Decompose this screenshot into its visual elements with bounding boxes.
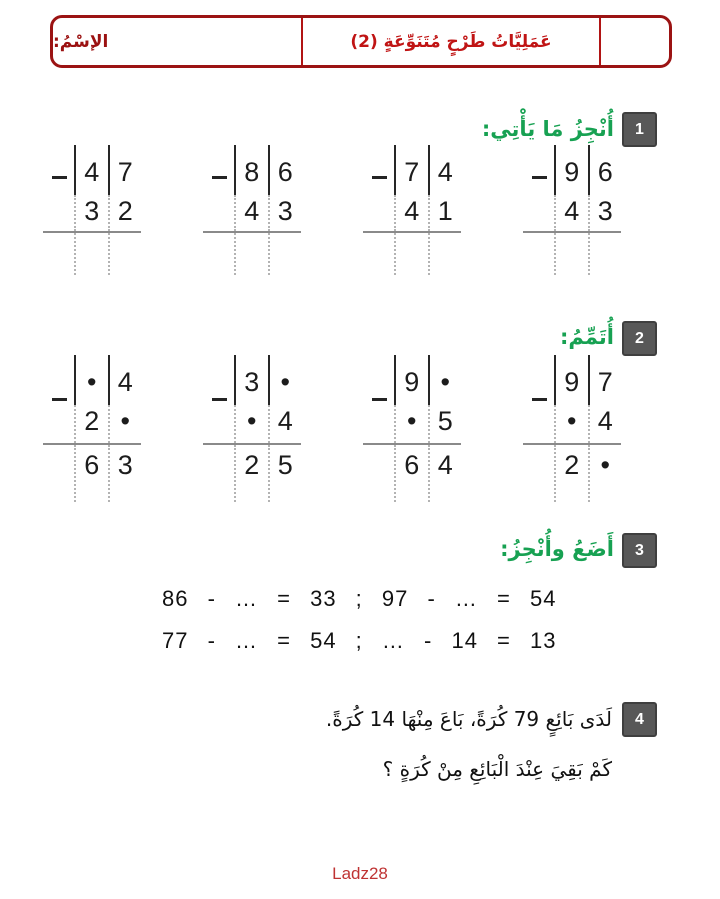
digit-cell: 7	[394, 145, 428, 195]
answer-cell: 3	[108, 445, 142, 502]
answer-cell	[234, 233, 268, 275]
digit-cell: 2	[74, 405, 108, 443]
word-problem-line: كَمْ بَقِيَ عِنْدَ الْبَائِعِ مِنْ كُرَةٍ ؟	[382, 757, 612, 781]
equation-line: 77 - … = 54 ; … - 14 = 13	[162, 628, 557, 653]
minus-sign	[52, 398, 67, 401]
section-2-number: 2	[635, 329, 644, 347]
digit-cell: 9	[554, 145, 588, 195]
subtraction-problem	[523, 145, 621, 275]
header-box	[50, 15, 672, 68]
answer-cell	[394, 233, 428, 275]
digit-cell: 4	[234, 195, 268, 231]
digit-cell: 4	[588, 405, 622, 443]
digit-cell: •	[554, 405, 588, 443]
word-problem-line: لَدَى بَائِعٍ 79 كُرَةً، بَاعَ مِنْهَا 14 كُرَةً.	[325, 707, 612, 731]
minus-sign	[212, 176, 227, 179]
section-3-badge	[622, 533, 657, 568]
digit-cell: •	[394, 405, 428, 443]
minus-sign	[532, 176, 547, 179]
digit-cell: •	[108, 405, 142, 443]
section-1-badge	[622, 112, 657, 147]
answer-cell: 5	[268, 445, 302, 502]
digit-cell: •	[234, 405, 268, 443]
subtraction-problem	[203, 145, 301, 275]
digit-cell: 6	[268, 145, 302, 195]
section-3-number: 3	[635, 541, 644, 559]
digit-cell: 6	[588, 145, 622, 195]
answer-cell	[74, 233, 108, 275]
digit-cell: 3	[74, 195, 108, 231]
subtraction-problem	[203, 355, 301, 502]
answer-cell	[588, 233, 622, 275]
section-1-title: أُنْجِزُ مَا يَأْتِي:	[481, 117, 614, 141]
answer-cell	[108, 233, 142, 275]
subtraction-problem	[523, 355, 621, 502]
digit-cell: 4	[268, 405, 302, 443]
digit-cell: 5	[428, 405, 462, 443]
minus-sign	[532, 398, 547, 401]
answer-cell: 2	[554, 445, 588, 502]
digit-cell: •	[428, 355, 462, 405]
digit-cell: 8	[234, 145, 268, 195]
equation-line: 86 - … = 33 ; 97 - … = 54	[162, 586, 557, 611]
subtraction-problem	[43, 145, 141, 275]
minus-sign	[372, 398, 387, 401]
digit-cell: 4	[554, 195, 588, 231]
footer-credit: Ladz28	[332, 864, 388, 883]
digit-cell: 3	[234, 355, 268, 405]
digit-cell: 4	[74, 145, 108, 195]
answer-cell: 4	[428, 445, 462, 502]
answer-cell: 6	[394, 445, 428, 502]
digit-cell: 9	[554, 355, 588, 405]
answer-cell: •	[588, 445, 622, 502]
subtraction-problem	[43, 355, 141, 502]
subtraction-problem	[363, 145, 461, 275]
section-4-badge	[622, 702, 657, 737]
answer-cell: 6	[74, 445, 108, 502]
header-divider	[599, 18, 601, 65]
section-1-number: 1	[635, 120, 644, 138]
digit-cell: •	[74, 355, 108, 405]
answer-cell	[268, 233, 302, 275]
word-problem	[326, 694, 612, 794]
digit-cell: •	[268, 355, 302, 405]
answer-cell	[428, 233, 462, 275]
digit-cell: 2	[108, 195, 142, 231]
digit-cell: 7	[588, 355, 622, 405]
answer-cell	[554, 233, 588, 275]
digit-cell: 7	[108, 145, 142, 195]
worksheet-title: عَمَلِيَّاتُ طَرْحٍ مُتَنَوِّعَةٍ (2)	[350, 31, 552, 52]
minus-sign	[372, 176, 387, 179]
section-2-title: أُتَمِّمُ:	[559, 325, 614, 349]
digit-cell: 4	[108, 355, 142, 405]
section-3-title: أَضَعُ وأُنْجِزُ:	[500, 537, 614, 561]
equations-block	[162, 578, 556, 662]
minus-sign	[52, 176, 67, 179]
digit-cell: 3	[588, 195, 622, 231]
subtraction-problem	[363, 355, 461, 502]
answer-cell: 2	[234, 445, 268, 502]
digit-cell: 1	[428, 195, 462, 231]
digit-cell: 9	[394, 355, 428, 405]
digit-cell: 3	[268, 195, 302, 231]
section-2-badge	[622, 321, 657, 356]
minus-sign	[212, 398, 227, 401]
name-label: الإسْمُ:	[53, 31, 109, 52]
digit-cell: 4	[394, 195, 428, 231]
digit-cell: 4	[428, 145, 462, 195]
section-4-number: 4	[635, 710, 644, 728]
